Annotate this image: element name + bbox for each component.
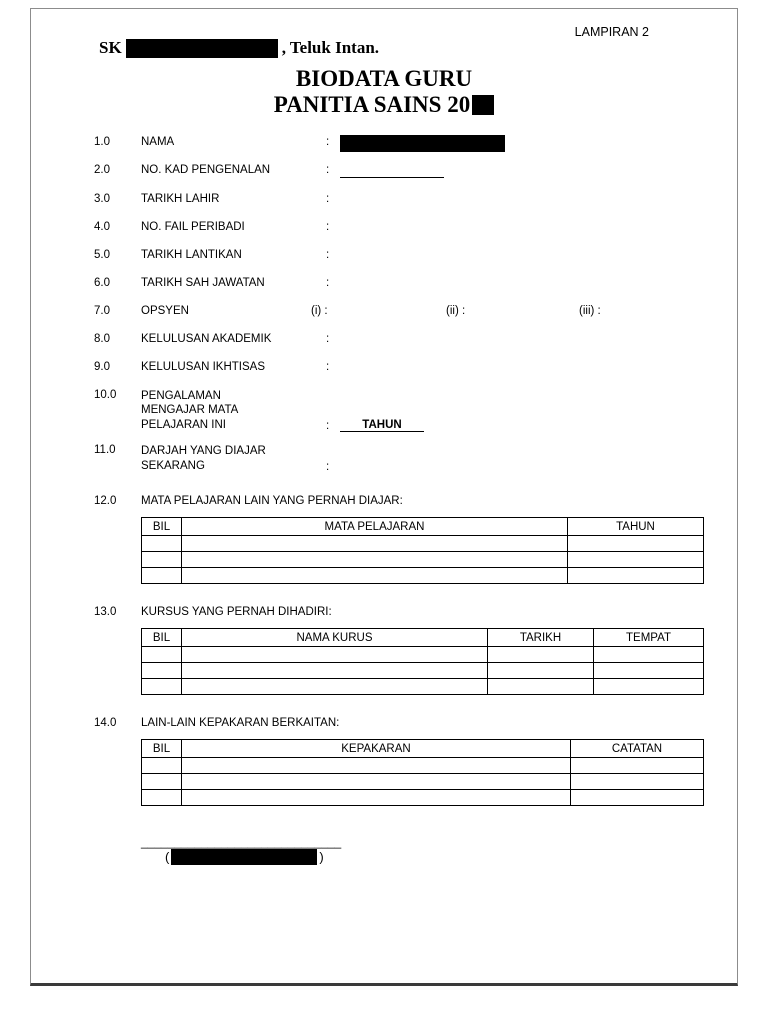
- field-number: 10.0: [94, 388, 117, 401]
- table-cell: [182, 790, 571, 806]
- section-title: KURSUS YANG PERNAH DIHADIRI:: [141, 606, 332, 619]
- section-heading-mata-pelajaran: [94, 495, 737, 507]
- field-value: [340, 249, 737, 265]
- field-number: 6.0: [94, 276, 110, 289]
- section-heading-kursus: [94, 606, 737, 618]
- field-row-tarikh-lantikan: [94, 249, 737, 265]
- blank-underline: [340, 164, 444, 178]
- table-header-cell: MATA PELAJARAN: [182, 518, 568, 536]
- table-row: [142, 647, 704, 663]
- field-number: 3.0: [94, 192, 110, 205]
- section-title: MATA PELAJARAN LAIN YANG PERNAH DIAJAR:: [141, 495, 403, 508]
- table-cell: [142, 774, 182, 790]
- field-label: TARIKH LAHIR: [141, 192, 220, 205]
- table-header-cell: TEMPAT: [594, 629, 704, 647]
- section-number: 14.0: [94, 717, 117, 730]
- table-header-row: [142, 629, 704, 647]
- table-row: [142, 774, 704, 790]
- table-kursus: [141, 628, 704, 695]
- table-row: [142, 536, 704, 552]
- field-row-darjah: [94, 444, 737, 473]
- field-value: [340, 164, 737, 181]
- table-cell: [142, 679, 182, 695]
- document-page: [30, 8, 738, 986]
- table-cell: [182, 663, 488, 679]
- field-colon: :: [326, 135, 330, 148]
- table-kepakaran: [141, 739, 704, 806]
- field-row-kelulusan-akademik: [94, 333, 737, 349]
- paren-open: (: [165, 849, 170, 865]
- field-number: 5.0: [94, 248, 110, 261]
- field-number: 11.0: [94, 444, 116, 457]
- table-cell: [568, 536, 704, 552]
- table-header-cell: TARIKH: [488, 629, 594, 647]
- school-prefix: SK: [99, 38, 122, 57]
- table-cell: [488, 679, 594, 695]
- table-header-cell: BIL: [142, 518, 182, 536]
- table-cell: [142, 758, 182, 774]
- field-label: [141, 389, 326, 433]
- field-label: KELULUSAN AKADEMIK: [141, 332, 272, 345]
- table-cell: [568, 568, 704, 584]
- table-cell: [182, 758, 571, 774]
- field-colon: :: [326, 248, 330, 261]
- field-label-line: SEKARANG: [141, 459, 205, 472]
- table-header-cell: KEPAKARAN: [182, 740, 571, 758]
- table-cell: [488, 647, 594, 663]
- field-colon: :: [326, 332, 330, 345]
- opsyen-slot-iii: (iii) :: [579, 304, 601, 317]
- field-number: 2.0: [94, 163, 110, 176]
- field-label: [141, 444, 326, 473]
- field-value: [311, 305, 737, 321]
- field-colon: :: [326, 360, 330, 373]
- paren-close: ): [319, 849, 324, 865]
- field-colon: :: [326, 220, 330, 233]
- field-colon: :: [326, 461, 330, 474]
- signature-name: [165, 849, 737, 867]
- table-cell: [182, 774, 571, 790]
- table-cell: [142, 790, 182, 806]
- field-value: [340, 333, 737, 349]
- table-header-row: [142, 518, 704, 536]
- table-mata-pelajaran: [141, 517, 704, 584]
- lampiran-label: LAMPIRAN 2: [574, 25, 649, 39]
- field-value: [340, 277, 737, 293]
- field-row-kelulusan-ikhtisas: [94, 361, 737, 377]
- table-cell: [182, 536, 568, 552]
- field-number: 7.0: [94, 304, 110, 317]
- field-colon: :: [326, 276, 330, 289]
- table-header-cell: TAHUN: [568, 518, 704, 536]
- section-title: LAIN-LAIN KEPAKARAN BERKAITAN:: [141, 717, 340, 730]
- section-number: 12.0: [94, 495, 117, 508]
- field-row-tarikh-lahir: [94, 193, 737, 209]
- field-value: [340, 221, 737, 237]
- field-label-line: MENGAJAR MATA: [141, 404, 239, 417]
- table-cell: [182, 647, 488, 663]
- table-cell: [142, 568, 182, 584]
- section-number: 13.0: [94, 606, 117, 619]
- field-row-no-fail: [94, 221, 737, 237]
- signature-line: ______________________________: [141, 835, 342, 850]
- field-row-tarikh-sah: [94, 277, 737, 293]
- table-header-cell: BIL: [142, 629, 182, 647]
- nama-value-redaction: [340, 135, 505, 152]
- table-cell: [182, 552, 568, 568]
- table-row: [142, 790, 704, 806]
- field-number: 1.0: [94, 135, 110, 148]
- table-row: [142, 758, 704, 774]
- table-header-row: [142, 740, 704, 758]
- field-row-pengalaman: [94, 389, 737, 433]
- field-row-opsyen: [94, 305, 737, 321]
- field-value: [340, 419, 737, 432]
- school-suffix: , Teluk Intan.: [281, 38, 380, 57]
- table-cell: [571, 758, 704, 774]
- field-label: TARIKH SAH JAWATAN: [141, 276, 265, 289]
- table-cell: [182, 679, 488, 695]
- table-row: [142, 663, 704, 679]
- field-number: 4.0: [94, 220, 110, 233]
- table-cell: [571, 790, 704, 806]
- table-cell: [142, 552, 182, 568]
- fields-list: [94, 136, 737, 474]
- field-label: KELULUSAN IKHTISAS: [141, 360, 265, 373]
- field-label: NO. FAIL PERIBADI: [141, 220, 245, 233]
- table-cell: [142, 536, 182, 552]
- table-row: [142, 568, 704, 584]
- table-header-cell: BIL: [142, 740, 182, 758]
- table-row: [142, 679, 704, 695]
- table-cell: [142, 663, 182, 679]
- tahun-underline: TAHUN: [340, 419, 424, 432]
- school-name-redaction: [126, 39, 278, 58]
- school-line: [99, 37, 737, 60]
- table-cell: [571, 774, 704, 790]
- field-number: 8.0: [94, 332, 110, 345]
- field-label-line: PENGALAMAN: [141, 389, 221, 402]
- table-cell: [488, 663, 594, 679]
- table-row: [142, 552, 704, 568]
- section-heading-kepakaran: [94, 717, 737, 729]
- table-cell: [182, 568, 568, 584]
- table-cell: [142, 647, 182, 663]
- field-row-nama: [94, 136, 737, 152]
- field-label: OPSYEN: [141, 304, 189, 317]
- field-label: TARIKH LANTIKAN: [141, 248, 242, 261]
- field-colon: :: [326, 420, 330, 433]
- title-year-text: PANITIA SAINS 20: [273, 91, 471, 117]
- field-value: [340, 193, 737, 209]
- signature-name-redaction: [171, 849, 317, 865]
- field-colon: :: [326, 192, 330, 205]
- table-cell: [594, 647, 704, 663]
- table-cell: [594, 679, 704, 695]
- page-title-line1: BIODATA GURU: [295, 65, 473, 91]
- field-label-line: DARJAH YANG DIAJAR: [141, 445, 266, 458]
- field-value: [340, 136, 737, 152]
- field-label: NAMA: [141, 135, 175, 148]
- field-label: NO. KAD PENGENALAN: [141, 163, 271, 176]
- field-label-line: PELAJARAN INI: [141, 418, 226, 431]
- table-header-cell: NAMA KURUS: [182, 629, 488, 647]
- title-year-redaction: [472, 95, 494, 115]
- table-cell: [568, 552, 704, 568]
- field-row-no-kad: [94, 164, 737, 181]
- table-cell: [594, 663, 704, 679]
- field-colon: :: [326, 163, 330, 176]
- opsyen-slot-ii: (ii) :: [446, 304, 466, 317]
- opsyen-slot-i: (i) :: [311, 304, 328, 317]
- field-number: 9.0: [94, 360, 110, 373]
- page-title-line2: [31, 92, 737, 118]
- field-value: [340, 361, 737, 377]
- table-header-cell: CATATAN: [571, 740, 704, 758]
